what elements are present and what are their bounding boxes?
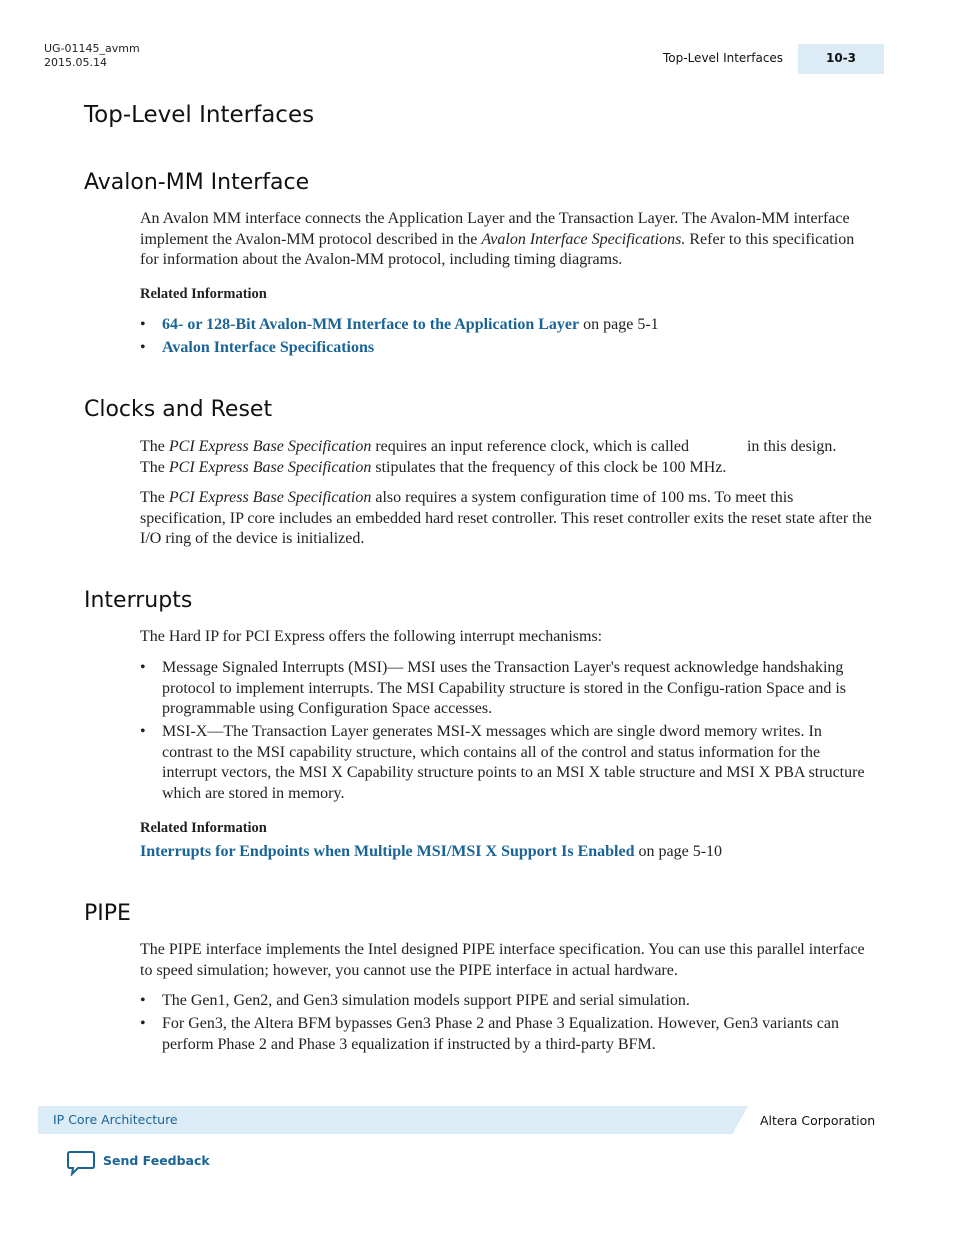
bullet-text: MSI-X—The Transaction Layer generates MSI-X messages which are single dword memory writes. In contrast to the MSI capability structure, which contains all of the control and status information for the interrupt vectors, the MSI X Capability structure points to an MSI X table structure and MSI X PBA structure which are stored in memory.	[162, 723, 865, 802]
list-item	[140, 1014, 875, 1055]
page-title: Top-Level Interfaces	[84, 102, 315, 128]
bullet-text: For Gen3, the Altera BFM bypasses Gen3 Phase 2 and Phase 3 Equalization. However, Gen3 variants can perform Phase 2 and Phase 3 equalization if instructed by a third-party BFM.	[162, 1015, 839, 1053]
bullet-icon: •	[140, 1015, 146, 1032]
clocks-text: The	[140, 458, 169, 476]
avalon-spec-italic: Avalon Interface Specifications.	[481, 230, 686, 248]
clocks-text: in this design.	[746, 438, 837, 455]
list-item	[140, 991, 875, 1012]
clocks-spec-italic: PCI Express Base Specification	[168, 489, 372, 506]
interrupts-related-line	[140, 842, 875, 863]
page-ref: on page 5-1	[579, 316, 659, 333]
avalon-text-a: An Avalon MM interface connects the Application Layer and the Transaction Layer. The Avalon-MM interface implement the Avalon-MM protocol described in the	[140, 210, 850, 248]
avalon-text-b: Refer to this specification for information about the Avalon-MM protocol, including timing diagrams.	[140, 230, 855, 268]
link-interrupts-endpoints[interactable]: Interrupts for Endpoints when Multiple MSI/MSI X Support Is Enabled	[140, 843, 635, 860]
interrupts-list	[140, 658, 875, 807]
bullet-icon: •	[140, 992, 146, 1009]
clocks-text: The	[140, 489, 169, 506]
clocks-text: stipulates that the frequency of this clock be 100 MHz.	[371, 458, 727, 476]
link-avalon-spec[interactable]: Avalon Interface Specifications	[162, 339, 375, 356]
list-item	[140, 338, 875, 359]
heading-pipe: PIPE	[84, 901, 131, 926]
clocks-text: also requires a system configuration time of 100 ms. To meet this specification, IP core includes an embedded hard reset controller. This reset controller exits the reset state after the I/O ring of the device is initialized.	[140, 489, 872, 547]
list-item	[140, 658, 875, 720]
bullet-text: Message Signaled Interrupts (MSI)— MSI uses the Transaction Layer's request acknowledge handshaking protocol to implement interrupts. The MSI Capability structure is stored in the Configu-ration Space and is programmable using Configuration Space accesses.	[162, 659, 847, 717]
footer-company: Altera Corporation	[760, 1113, 876, 1128]
list-item	[140, 722, 875, 804]
clocks-spec-italic: PCI Express Base Specification	[168, 438, 372, 455]
send-feedback-link[interactable]: Send Feedback	[103, 1153, 210, 1168]
page-ref: on page 5-10	[634, 843, 723, 860]
bullet-text: The Gen1, Gen2, and Gen3 simulation models support PIPE and serial simulation.	[162, 992, 690, 1009]
bullet-icon: •	[140, 316, 146, 333]
bullet-icon: •	[140, 723, 146, 740]
clocks-text: The	[140, 438, 169, 455]
pipe-list	[140, 991, 875, 1058]
clocks-paragraph-1	[140, 437, 875, 478]
page-number: 10-3	[826, 51, 857, 65]
related-info-label: Related Information	[140, 820, 267, 836]
heading-interrupts: Interrupts	[84, 588, 193, 613]
doc-id: UG-01145_avmm	[44, 42, 140, 55]
heading-clocks-reset: Clocks and Reset	[84, 397, 273, 422]
clocks-spec-italic: PCI Express Base Specification	[168, 458, 372, 476]
header-section-title: Top-Level Interfaces	[663, 51, 784, 65]
avalon-related-list	[140, 315, 875, 361]
clocks-paragraph-2	[140, 488, 875, 550]
clocks-text: requires an input reference clock, which is called	[371, 438, 689, 455]
related-info-label: Related Information	[140, 286, 267, 302]
footer-chapter: IP Core Architecture	[53, 1112, 178, 1127]
pipe-intro: The PIPE interface implements the Intel designed PIPE interface specification. You can use this parallel interface to speed simulation; however, you cannot use the PIPE interface in actual hardware.	[140, 941, 865, 979]
heading-avalon-mm: Avalon-MM Interface	[84, 170, 310, 195]
avalon-paragraph	[140, 209, 875, 271]
list-item	[140, 315, 875, 336]
bullet-icon: •	[140, 659, 146, 676]
speech-bubble-icon[interactable]	[66, 1150, 96, 1181]
link-avalon-mm-interface[interactable]: 64- or 128-Bit Avalon-MM Interface to the Application Layer	[162, 316, 580, 333]
doc-date: 2015.05.14	[44, 56, 107, 69]
interrupts-intro: The Hard IP for PCI Express offers the following interrupt mechanisms:	[140, 628, 603, 645]
bullet-icon: •	[140, 339, 146, 356]
doc-meta	[44, 42, 140, 70]
